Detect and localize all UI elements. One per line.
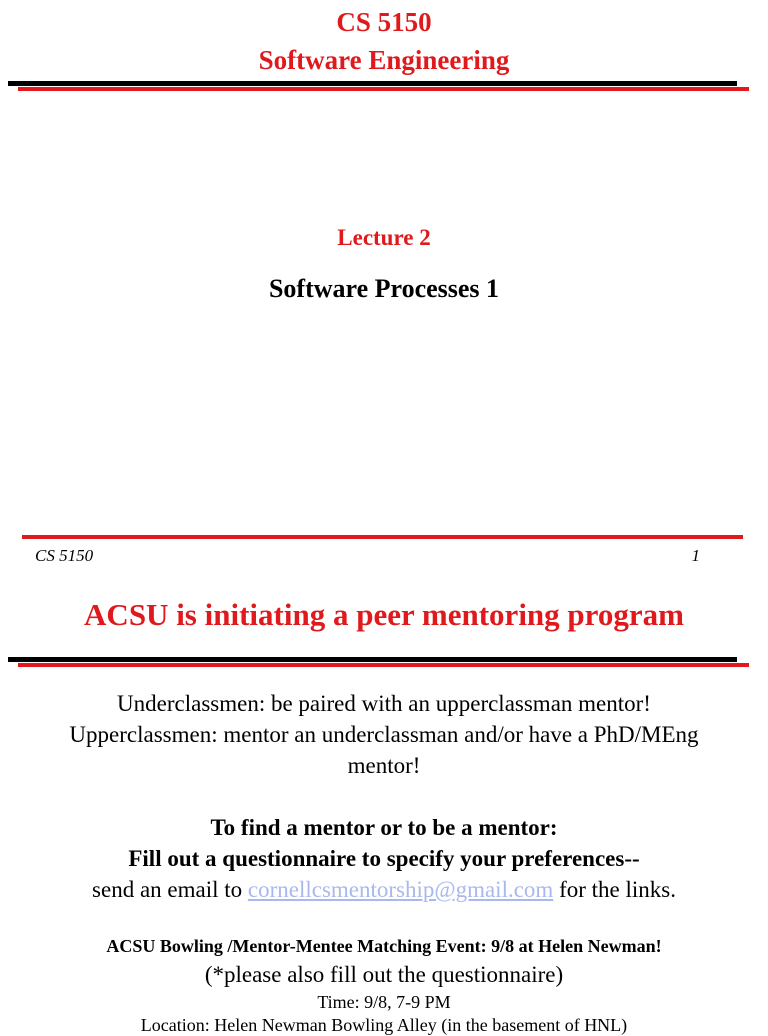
slide2-bowling-event: ACSU Bowling /Mentor-Mentee Matching Event: 9/8 at Helen Newman! xyxy=(106,936,662,956)
slide2-intro-upperclassmen-cont: mentor! xyxy=(347,753,421,778)
slide2-email-suffix: for the links. xyxy=(553,877,676,902)
slide1-footer-rule xyxy=(22,535,743,539)
slide2-intro-upperclassmen: Upperclassmen: mentor an underclassman and/or have a PhD/MEng xyxy=(69,722,699,747)
slide2-email-line xyxy=(0,874,768,905)
slide2-title: ACSU is initiating a peer mentoring program xyxy=(84,597,684,632)
slide2-header-rule-red xyxy=(18,663,749,667)
slide2-email-prefix: send an email to xyxy=(92,877,248,902)
slide2-questionnaire-note: (*please also fill out the questionnaire) xyxy=(204,962,564,987)
slide1-page-number: 1 xyxy=(691,546,700,565)
slide2-questionnaire-instruction: Fill out a questionnaire to specify your preferences-- xyxy=(128,846,640,871)
slide1-header-rule-red xyxy=(18,87,749,91)
slide1-lecture-number: Lecture 2 xyxy=(337,225,431,250)
slide2-find-mentor-heading: To find a mentor or to be a mentor: xyxy=(210,815,558,840)
mentorship-email-link[interactable]: cornellcsmentorship@gmail.com xyxy=(247,877,554,902)
slide2-header-rule-black xyxy=(8,657,737,662)
slide1-footer-course: CS 5150 xyxy=(35,546,94,565)
slide2-intro-underclassmen: Underclassmen: be paired with an upperclassman mentor! xyxy=(117,691,651,716)
slide1-course-name: Software Engineering xyxy=(258,45,510,75)
slide1-course-title: CS 5150 xyxy=(336,7,432,37)
slide1-lecture-topic: Software Processes 1 xyxy=(268,274,500,303)
slide2-event-location: Location: Helen Newman Bowling Alley (in the basement of HNL) xyxy=(140,1015,628,1035)
slide1-header-rule-black xyxy=(8,81,737,86)
slide2-event-time: Time: 9/8, 7-9 PM xyxy=(317,992,451,1012)
